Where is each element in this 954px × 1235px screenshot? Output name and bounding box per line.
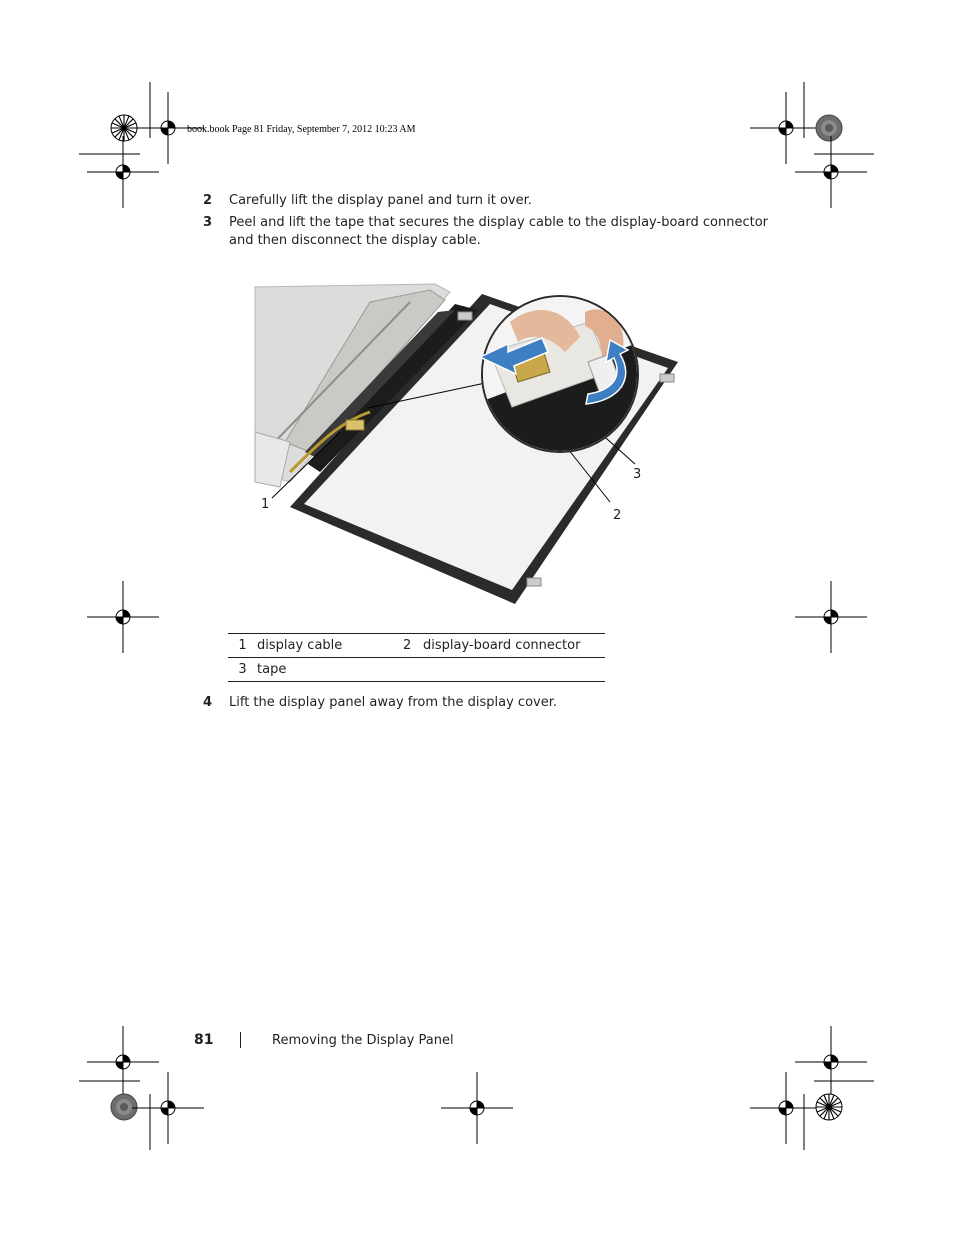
gray-target-mark: [111, 1094, 137, 1120]
crosshair-mark: [795, 136, 867, 208]
legend-number: [403, 658, 423, 682]
footer-section-title: Removing the Display Panel: [272, 1033, 454, 1048]
print-header: book.book Page 81 Friday, September 7, 2012 10:23 AM: [187, 124, 416, 135]
step-number: 2: [203, 193, 213, 208]
callout-1: 1: [261, 497, 270, 512]
table-row: [228, 634, 605, 658]
step-number: 3: [203, 215, 213, 230]
star-target-mark: [816, 1094, 842, 1120]
crosshair-mark: [87, 136, 159, 208]
callout-3: 3: [633, 467, 642, 482]
legend-label: [423, 658, 605, 682]
legend-number: 2: [403, 638, 412, 653]
crosshair-mark: [132, 1072, 204, 1144]
footer-divider: [240, 1032, 241, 1048]
crosshair-mark: [795, 581, 867, 653]
crosshair-mark: [87, 581, 159, 653]
crosshair-mark: [795, 1026, 867, 1098]
step-text: Lift the display panel away from the display cover.: [229, 695, 558, 710]
callout-2: 2: [613, 508, 622, 523]
legend-number: 3: [238, 662, 247, 677]
callout-legend-table: [228, 633, 605, 682]
step-text: Peel and lift the tape that secures the display cable to the display-board connector and then disconnect the display cable.: [229, 215, 769, 248]
step-text: Carefully lift the display panel and turn it over.: [229, 193, 532, 208]
step-number: 4: [203, 695, 213, 710]
legend-label: display cable: [257, 638, 343, 653]
crosshair-mark: [750, 1072, 822, 1144]
legend-label: display-board connector: [423, 638, 581, 653]
crosshair-mark: [750, 92, 822, 164]
table-row: [228, 658, 605, 682]
legend-number: 1: [238, 638, 247, 653]
legend-label: tape: [257, 662, 287, 677]
gray-target-mark: [816, 115, 842, 141]
crosshair-mark: [87, 1026, 159, 1098]
display-panel-illustration: [250, 282, 690, 612]
page-number: 81: [194, 1032, 214, 1048]
crosshair-mark: [441, 1072, 513, 1144]
